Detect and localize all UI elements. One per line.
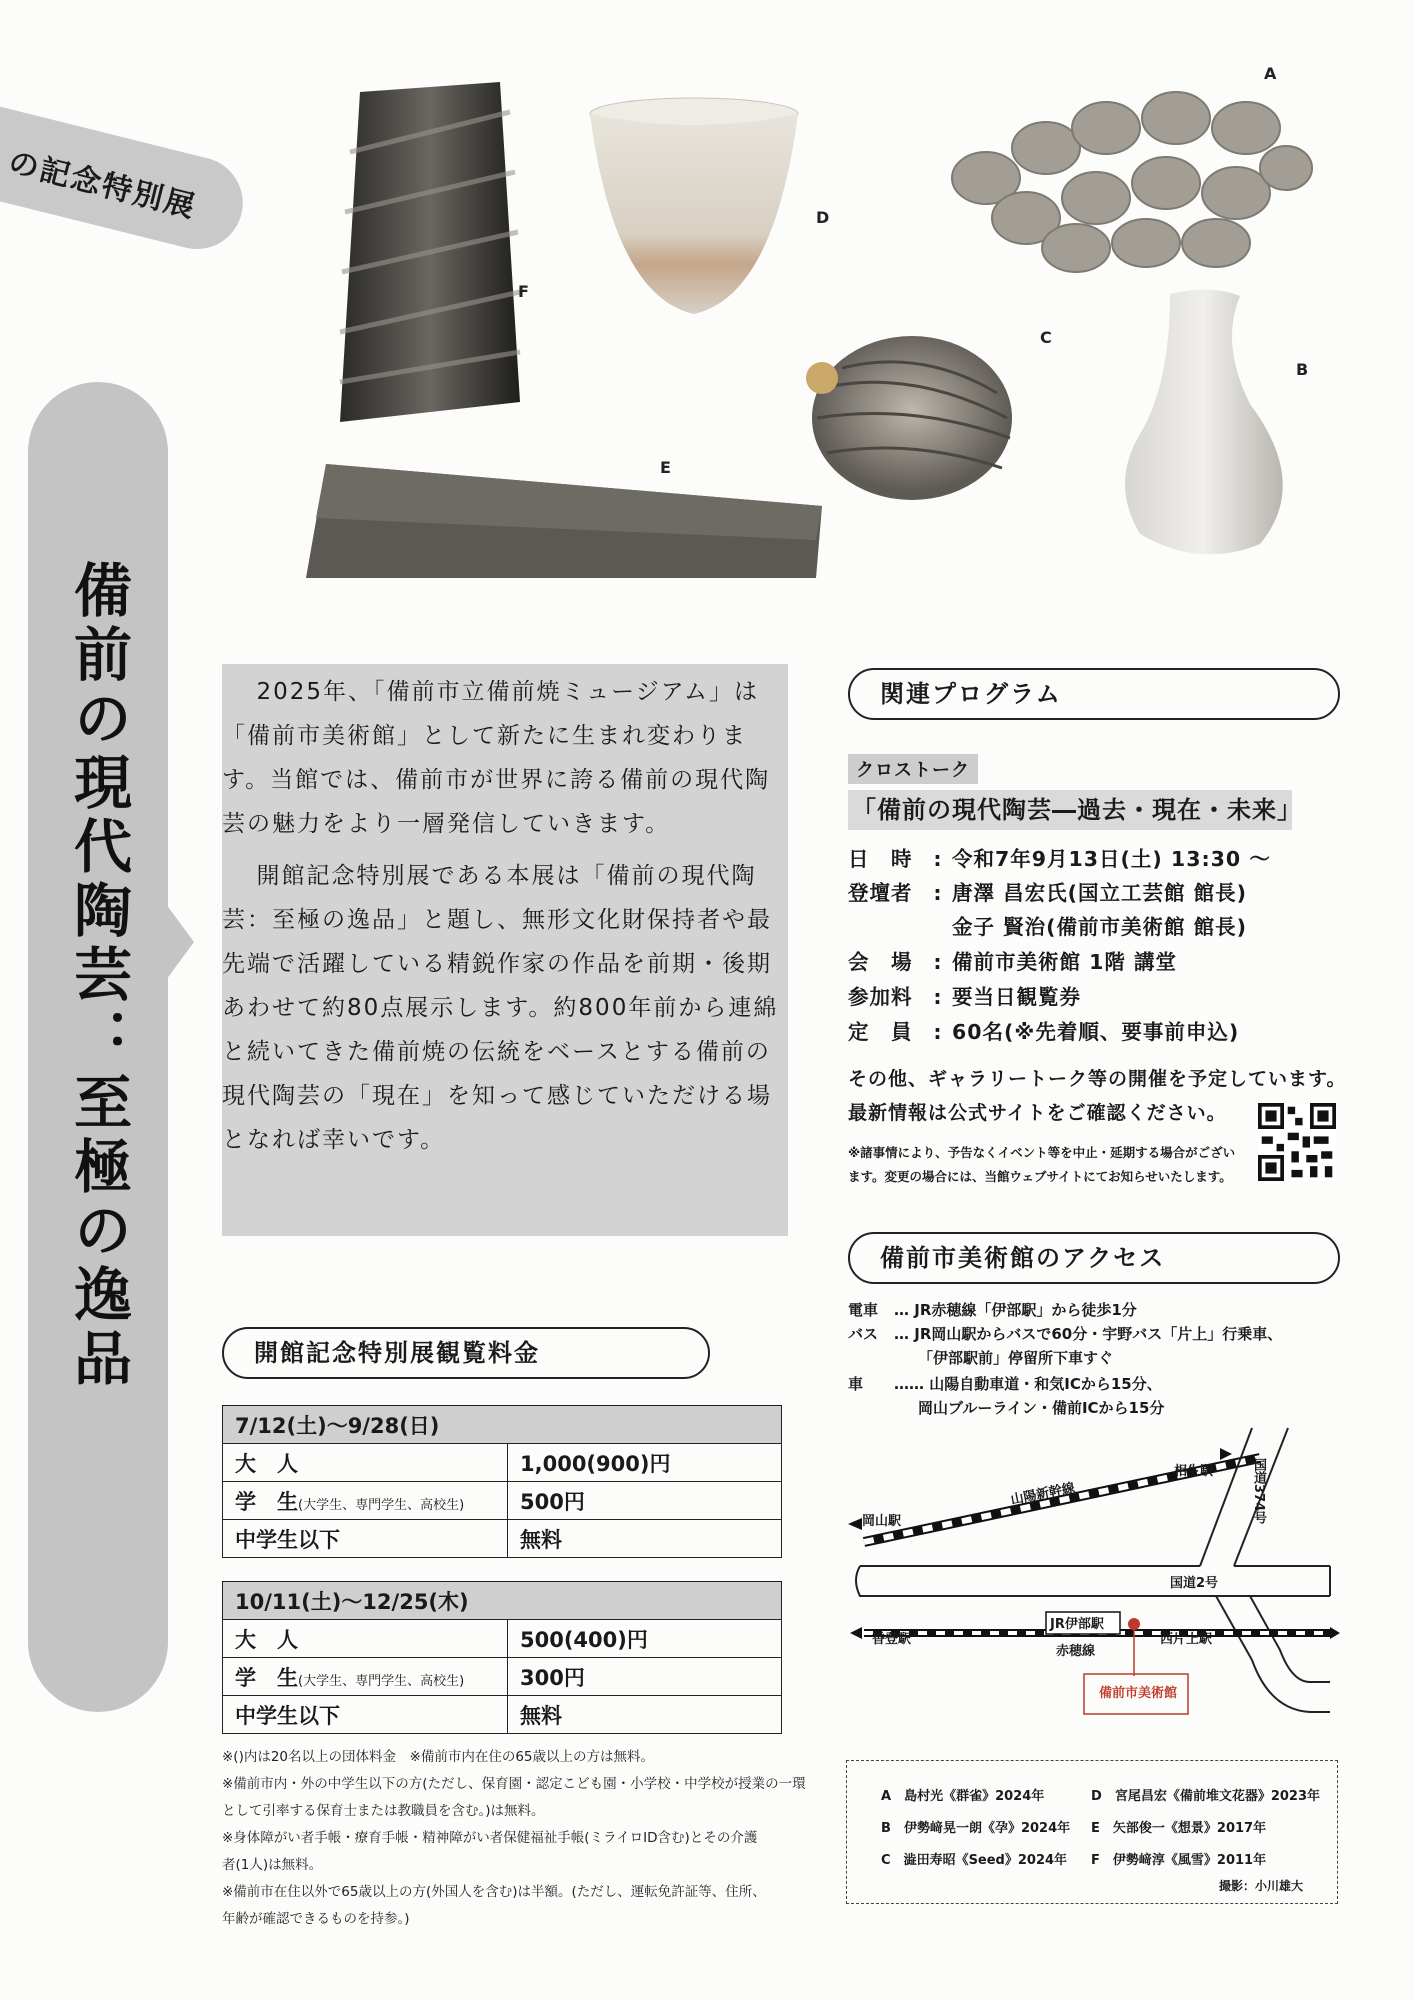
fee-note: ※()内は20名以上の団体料金 ※備前市内在住の65歳以上の方は無料。	[222, 1749, 655, 1765]
map-nishikatakami-station: 西片上駅	[1160, 1632, 1213, 1647]
row-value: 60名(※先着順、要事前申込)	[952, 1020, 1240, 1044]
fee-price: 500(400)円	[508, 1620, 782, 1658]
label-e: E	[660, 458, 671, 477]
intro-paragraph-1: 2025年、「備前市立備前焼ミュージアム」は「備前市美術館」として新たに生まれ変わります。当館では、備前市が世界に誇る備前の現代陶芸の魅力をより一層発信していきます。	[222, 679, 771, 837]
fees-heading: 開館記念特別展観覧料金	[222, 1327, 710, 1379]
arrow-left-icon	[850, 1627, 862, 1639]
row-value: 岡山ブルーライン・備前ICから15分	[918, 1399, 1165, 1417]
label-d: D	[816, 208, 830, 227]
map-imbe-station: JR伊部駅	[1050, 1617, 1104, 1632]
arrow-right-icon	[1220, 1448, 1232, 1460]
map-shinkansen-label: 山陽新幹線	[1009, 1480, 1077, 1509]
row-value: 令和7年9月13日(土) 13:30 ～	[952, 847, 1271, 871]
fee-note: 者(1人)は無料。	[222, 1857, 323, 1873]
label-b: B	[1296, 360, 1309, 379]
access-row-bus	[848, 1322, 1282, 1346]
access-row-car	[848, 1372, 1162, 1396]
program-row-date: 日 時 : 令和7年9月13日(土) 13:30 ～	[848, 842, 1271, 876]
access-row-car-2	[918, 1396, 1164, 1420]
fee-price: 500円	[508, 1482, 782, 1520]
program-small-note: ※諸事情により、予告なくイベント等を中止・延期する場合がございます。変更の場合には、当館ウェブサイトにてお知らせいたします。	[848, 1145, 1236, 1184]
ceramic-photo-a	[946, 78, 1316, 278]
fee-note: として引率する保育士または教職員を含む。)は無料。	[222, 1803, 545, 1819]
fee-note: ※備前市在住以外で65歳以上の方(外国人を含む)は半額。(ただし、運転免許証等、住所、	[222, 1884, 766, 1900]
arrow-left-icon	[848, 1518, 862, 1530]
row-value: 山陽自動車道・和気ICから15分、	[929, 1375, 1162, 1393]
fee-table-first-period	[222, 1405, 782, 1558]
row-key: 電車	[848, 1301, 879, 1319]
table-row	[223, 1444, 782, 1482]
table-row	[223, 1696, 782, 1734]
row-value: 唐澤 昌宏氏(国立工芸館 館長)	[952, 881, 1248, 905]
row-value: 備前市美術館 1階 講堂	[952, 950, 1178, 974]
credit-item: E 矢部俊一《想景》2017年	[1091, 1821, 1267, 1836]
row-value: JR赤穂線「伊部駅」から徒歩1分	[914, 1301, 1137, 1319]
intro-paragraph-2: 開館記念特別展である本展は「備前の現代陶芸：至極の逸品」と題し、無形文化財保持者や最先端で活躍している精鋭作家の作品を前期・後期あわせて約80点展示します。約800年前から連綿と続いてきた備前焼の伝統をベースとする備前の現代陶芸の「現在」を知って感じていただける場となれば幸いです。	[222, 863, 779, 1153]
label-a: A	[1264, 64, 1277, 83]
intro-section	[222, 664, 788, 1236]
period-label: 7/12(土)～9/28(日)	[223, 1406, 782, 1444]
fee-price: 無料	[508, 1696, 782, 1734]
fee-note: ※備前市内・外の中学生以下の方(ただし、保育園・認定こども園・小学校・中学校が授業の一環	[222, 1776, 806, 1792]
program-row-fee: 参加料 : 要当日観覧券	[848, 980, 1081, 1014]
fee-price: 無料	[508, 1520, 782, 1558]
program-row-speaker: 登壇者 : 唐澤 昌宏氏(国立工芸館 館長)	[848, 876, 1247, 910]
fee-note: 年齢が確認できるものを持参。)	[222, 1911, 410, 1927]
fee-notes	[222, 1744, 806, 1933]
map-route-374: 国道374号	[1251, 1458, 1266, 1525]
ceramic-photo-d	[584, 96, 804, 326]
fee-category: 中学生以下	[235, 1703, 340, 1728]
fee-category-note: (大学生、専門学生、高校生)	[298, 1497, 465, 1513]
credit-item: B 伊勢﨑晃一朗《孕》2024年	[881, 1821, 1071, 1836]
row-key: 車	[848, 1375, 864, 1393]
fee-category: 学 生	[235, 1489, 298, 1514]
arrow-right-icon	[1330, 1627, 1340, 1639]
row-key: 会 場	[848, 950, 913, 974]
map-route-2: 国道2号	[1170, 1576, 1219, 1591]
table-row	[223, 1620, 782, 1658]
tab-text: の記念特別展	[4, 144, 200, 226]
map-okayama-station: 岡山駅	[862, 1514, 902, 1529]
row-value: 要当日観覧券	[952, 985, 1081, 1009]
fee-category: 学 生	[235, 1665, 298, 1690]
exhibition-tab-banner	[0, 99, 253, 258]
label-f: F	[518, 282, 529, 301]
access-row-bus-2	[918, 1346, 1113, 1370]
qr-code-icon[interactable]	[1258, 1103, 1336, 1181]
fee-price: 1,000(900)円	[508, 1444, 782, 1482]
fee-price: 300円	[508, 1658, 782, 1696]
program-note-2: 最新情報は公式サイトをご確認ください。	[848, 1102, 1227, 1124]
band-arrow	[166, 904, 194, 980]
period-label: 10/11(土)～12/25(木)	[223, 1582, 782, 1620]
fee-category: 大 人	[235, 1627, 298, 1652]
table-row	[223, 1658, 782, 1696]
row-key: バス	[848, 1325, 879, 1343]
row-sep: …	[894, 1301, 909, 1319]
credit-item: F 伊勢﨑淳《風雪》2011年	[1091, 1853, 1267, 1868]
program-note-1: その他、ギャラリートーク等の開催を予定しています。	[848, 1068, 1347, 1090]
program-row-speaker-2	[848, 910, 1247, 944]
credit-item: D 宮尾昌宏《備前堆文花器》2023年	[1091, 1789, 1320, 1804]
row-sep: …	[894, 1325, 909, 1343]
program-title: 「備前の現代陶芸―過去・現在・未来」	[848, 790, 1292, 830]
row-sep: ……	[894, 1375, 924, 1393]
credit-item: A 島村光《群雀》2024年	[881, 1789, 1045, 1804]
program-row-capacity: 定 員 : 60名(※先着順、要事前申込)	[848, 1015, 1239, 1049]
ceramic-photo-b	[1110, 284, 1310, 564]
row-value: JR岡山駅からバスで60分・宇野バス「片上」行乗車、	[914, 1325, 1283, 1343]
table-row	[223, 1482, 782, 1520]
fee-category: 大 人	[235, 1451, 298, 1476]
label-c: C	[1040, 328, 1052, 347]
access-heading: 備前市美術館のアクセス	[848, 1232, 1340, 1284]
row-key: 参加料	[848, 985, 913, 1009]
access-row-train	[848, 1298, 1137, 1322]
photo-credits	[846, 1760, 1338, 1904]
map-oifu-station: 相生駅	[1174, 1464, 1214, 1479]
fee-category: 中学生以下	[235, 1527, 340, 1552]
table-row	[223, 1520, 782, 1558]
row-key: 定 員	[848, 1020, 913, 1044]
row-value: 「伊部駅前」停留所下車すぐ	[918, 1349, 1114, 1367]
row-key: 日 時	[848, 847, 913, 871]
row-value: 金子 賢治(備前市美術館 館長)	[952, 915, 1248, 939]
credit-item: C 澁田寿昭《Seed》2024年	[881, 1853, 1068, 1868]
map-ako-line: 赤穂線	[1056, 1644, 1096, 1659]
program-heading: 関連プログラム	[848, 668, 1340, 720]
map-museum-label: 備前市美術館	[1098, 1686, 1177, 1701]
exhibition-title: 備前の現代陶芸：至極の逸品	[64, 560, 132, 1392]
fee-table-second-period	[222, 1581, 782, 1734]
fee-category-note: (大学生、専門学生、高校生)	[298, 1673, 465, 1689]
fee-note: ※身体障がい者手帳・療育手帳・精神障がい者保健福祉手帳(ミライロID含む)とその介護	[222, 1830, 758, 1846]
program-tag: クロストーク	[848, 754, 978, 784]
ceramic-photo-e	[304, 460, 824, 580]
map-kaga-station: 香登駅	[872, 1632, 912, 1647]
ceramic-photo-f	[330, 72, 530, 432]
row-key: 登壇者	[848, 881, 913, 905]
program-row-venue: 会 場 : 備前市美術館 1階 講堂	[848, 945, 1177, 979]
photographer-credit: 撮影：小川雄大	[1219, 1879, 1304, 1893]
